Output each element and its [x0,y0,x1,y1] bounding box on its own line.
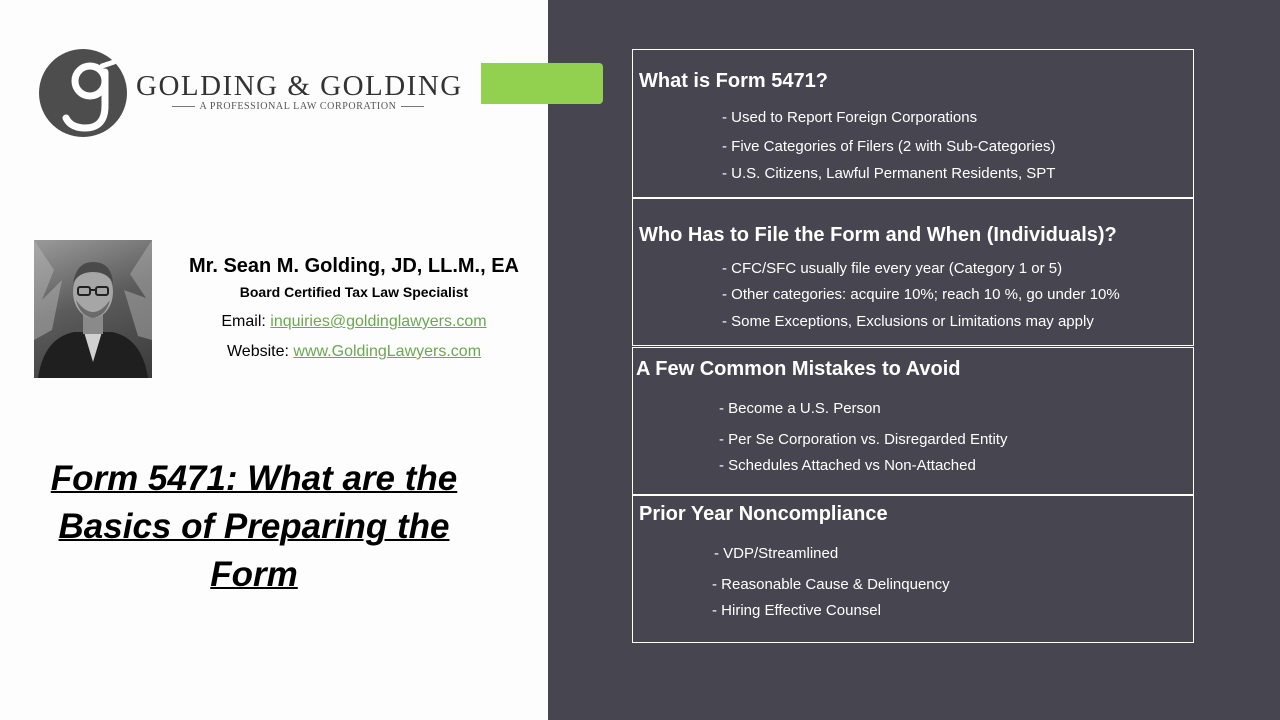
logo-tagline [172,101,424,112]
section-box-prior-year [632,495,1194,643]
section-item: - VDP/Streamlined [714,545,839,562]
presenter-name: Mr. Sean M. Golding, JD, LL.M., EA [188,255,520,277]
section-item: - CFC/SFC usually file every year (Category 1 or 5) [722,260,1063,277]
logo-firm-name: GOLDING & GOLDING [136,70,463,102]
tagline-rule-left [172,106,195,107]
section-heading: A Few Common Mistakes to Avoid [636,358,961,380]
presentation-title: Form 5471: What are the Basics of Preparing the Form [50,459,458,594]
section-heading: Prior Year Noncompliance [639,503,888,525]
golding-monogram-logo [38,48,128,138]
section-item: - Other categories: acquire 10%; reach 10 %, go under 10% [722,286,1120,303]
website-label: Website: [226,343,289,360]
email-label: Email: [221,313,266,330]
section-item: - Become a U.S. Person [719,400,881,417]
section-box-what-is-form [632,49,1194,198]
section-item: - Used to Report Foreign Corporations [722,109,978,126]
section-item: - Per Se Corporation vs. Disregarded Entity [719,431,1008,448]
email-line [150,313,558,331]
section-box-common-mistakes [632,347,1194,495]
section-heading: What is Form 5471? [639,70,828,92]
email-link[interactable]: inquiries@goldinglawyers.com [270,313,487,330]
tagline-rule-right [401,106,424,107]
website-link[interactable]: www.GoldingLawyers.com [293,343,482,360]
section-heading: Who Has to File the Form and When (Individuals)? [639,224,1117,246]
section-item: - Five Categories of Filers (2 with Sub-Categories) [722,138,1056,155]
website-line [150,343,558,361]
section-item: - Some Exceptions, Exclusions or Limitations may apply [722,313,1094,330]
section-item: - Hiring Effective Counsel [712,602,881,619]
section-box-who-has-to-file [632,198,1194,346]
section-item: - U.S. Citizens, Lawful Permanent Residents, SPT [722,165,1056,182]
logo-tagline-text: A PROFESSIONAL LAW CORPORATION [199,101,397,112]
presenter-title: Board Certified Tax Law Specialist [239,284,469,300]
presenter-silhouette-icon [34,240,152,378]
section-item: - Reasonable Cause & Delinquency [712,576,950,593]
presenter-photo [34,240,152,378]
section-item: - Schedules Attached vs Non-Attached [719,457,976,474]
green-accent-tab [481,63,603,104]
